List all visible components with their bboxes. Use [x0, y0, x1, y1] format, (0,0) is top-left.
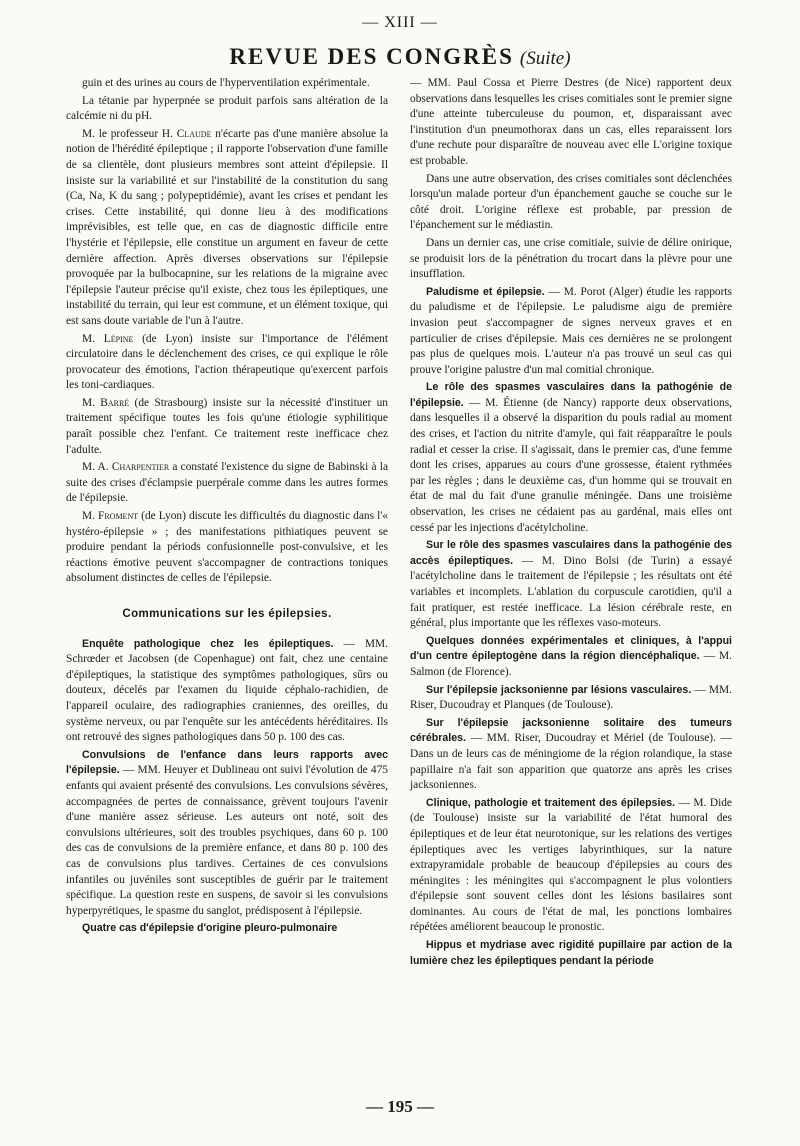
paragraph-title: Le rôle des spasmes vasculaires dans la pathogénie de l'épilepsie.: [410, 381, 732, 409]
paragraph: [410, 172, 732, 234]
paragraph-text: a constaté l'existence du signe de Babinski à la suite des crises d'éclampsie puerpérale comme dans les autres formes de l'épilepsie.: [66, 461, 389, 505]
author-name: Froment: [98, 510, 139, 523]
paragraph-title: Hippus et mydriase avec rigidité pupillaire par action de la lumière chez les épileptiques pendant la période: [410, 939, 732, 967]
paragraph-title: Paludisme et épilepsie.: [426, 285, 545, 298]
paragraph-text: — MM. Paul Cossa et Pierre Destres (de Nice) rapportent deux observations dans lesquelles les crises comitiales sont le premier signe d'une atteinte tuberculeuse du poumon, et, disparaissant avec l'institution d'un pneumothorax dans un cas, elles reparaissent lors d'une rechute pour disparaître de nouveau avec elle L'origine toxique est probable.: [410, 77, 732, 167]
running-header: [0, 44, 800, 70]
paragraph: [410, 938, 732, 969]
paragraph: [66, 637, 388, 746]
paragraph-text: — M. Salmon (de Florence).: [410, 650, 733, 678]
paragraph-text: (de Lyon) insiste sur l'importance de l'élément circulatoire dans le déclenchement des crises, ce qui explique le rôle provocateur des émotions, l'action thérapeutique qu'exercent parfois les toni-cardiaques.: [66, 332, 388, 392]
paragraph: [66, 127, 388, 330]
paragraph-prefix: M.: [82, 332, 104, 345]
paragraph: [66, 76, 388, 92]
paragraph: [410, 285, 732, 379]
paragraph: [66, 509, 388, 587]
left-column: [66, 76, 388, 939]
section-heading: Communications sur les épilepsies.: [122, 608, 332, 620]
right-column: [410, 76, 732, 971]
paragraph: [66, 748, 388, 920]
author-name: Claude: [176, 127, 212, 140]
paragraph-prefix: M.: [82, 510, 98, 523]
paragraph-title: Sur l'épilepsie jacksonienne solitaire des tumeurs cérébrales.: [410, 716, 732, 745]
folio-roman: — XIII —: [362, 14, 438, 31]
paragraph-prefix: M.: [82, 396, 101, 409]
paragraph-title: Sur l'épilepsie jacksonienne par lésions vasculaires.: [426, 683, 692, 696]
paragraph-title: Convulsions de l'enfance dans leurs rapports avec l'épilepsie.: [66, 748, 388, 777]
paragraph-text: — MM. Schrœder et Jacobsen (de Copenhague) ont fait, chez une centaine d'épileptiques, la statistique des symptômes pathologiques, sûrs ou douteux, décelés par l'examen du liquide céphalo-rachidien, de l'appareil oculaire, des radiographies craniennes, des oreilles, du système nerveux, ou par l'enquête sur les antécédents héréditaires. Ils ont retrouvé des signes pathologiques dans 50 p. 100 des cas.: [66, 637, 388, 744]
paragraph: [66, 332, 388, 394]
paragraph: [410, 538, 732, 632]
paragraph: [66, 921, 388, 937]
paragraph-title: Enquête pathologique chez les épileptiques.: [82, 637, 334, 650]
paragraph-text: La tétanie par hyperpnée se produit parfois sans altération de la calcémie ni du pH.: [66, 94, 388, 123]
paragraph-text: Dans un dernier cas, une crise comitiale, suivie de délire onirique, se produisit lors de la pénétration du trocart dans la plèvre pour une insufflation.: [410, 236, 732, 281]
paragraph-title: Quelques données expérimentales et cliniques, à l'appui d'un centre épileptogène dans la région diencéphalique.: [410, 634, 732, 663]
paragraph: [66, 460, 388, 507]
paragraph-text: — M. Porot (Alger) étudie les rapports du paludisme et de l'épilepsie. Le paludisme aigu de première invasion peut s'accompagner de signes nerveux graves et en particulier de crises d'épilepsie. Mais ces dernières ne se prolongent pas plus de quelques mois. L'auteur n'a pas trouvé un seul cas qui prouve l'origine palustre d'un mal comitial chronique.: [410, 285, 732, 376]
paragraph-prefix: M. A.: [82, 461, 112, 474]
paragraph: [66, 396, 388, 458]
paragraph-text: — M. Dino Bolsi (de Turin) a essayé l'acétylcholine dans le traitement de l'épilepsie ; les résultats ont été variables et incomplets. L'ablation du corpuscule carotidien, qu'il a fait pratiquer, est restée inefficace. La lésion cérébrale reste, en général, plus importante que les réflexes vaso-moteurs.: [410, 554, 732, 630]
paragraph-text: — MM. Riser, Ducoudray et Planques (de Toulouse).: [410, 683, 732, 712]
paragraph: [410, 796, 732, 936]
header-title: REVUE DES CONGRÈS: [229, 44, 514, 69]
paragraph-text: — M. Dide (de Toulouse) insiste sur la variabilité de l'état humoral des épileptiques et de leur état neurotonique, sur les relations des vertiges épileptiques avec les vertiges labyrinthiques, sur la nature extrapyramidale probable de beaucoup d'épilepsies au cours des méningites : les méningites qui s'accompagnent le plus volontiers d'épilepsie sont souvent celles dont les lésions basilaires sont dominantes. Au cours de l'état de mal, les ponctions lombaires répétées améliorent beaucoup le pronostic.: [410, 796, 732, 934]
paragraph-text: (de Lyon) discute les difficultés du diagnostic dans l'« hystéro-épilepsie » ; des manifestations pithiatiques peuvent se produire pendant la périods confusionnelle post-convulsive, et les réactions émotive peuvent s'accompagner de contractions toniques absolument distinctes de celles de l'épilepsie.: [66, 510, 388, 585]
paragraph: [410, 716, 732, 794]
paragraph-title: Quatre cas d'épilepsie d'origine pleuro-pulmonaire: [82, 922, 338, 935]
paragraph: [410, 236, 732, 283]
paragraph-text: n'écarte pas d'une manière absolue la notion de l'hérédité épileptique ; il rapporte l'observation d'une famille de sa clientèle, dont plusieurs membres sont atteint d'épilepsie. Il insiste sur la variabilité et sur l'instabilité de la constitution du sang (Ca, Na, K du sang ; polypeptidémie), avant les crises et pendant les crises. Cette instabilité, qui donne lieu à des modifications imprévisibles, est telle que, en cas de diagnostic difficile entre l'hystérie et l'épilepsie, elle constitue un argument en faveur de cette dernière affection. Après diverses observations sur l'épilepsie provoquée par la bulbocapnine, sur les relations de la migraine avec l'épilepsie l'auteur précise qu'il existe, chez tous les épileptiques, une instabilité du terrain, qui leur est commune, et un élément toxique, qui est sans doute variable de l'un à l'autre.: [66, 127, 388, 327]
paragraph-prefix: M. le professeur H.: [82, 127, 177, 140]
paragraph: [410, 683, 732, 714]
paragraph-title: Clinique, pathologie et traitement des épilepsies.: [426, 796, 676, 809]
author-name: Barré: [100, 396, 130, 409]
paragraph: [66, 94, 388, 125]
paragraph: [410, 76, 732, 170]
author-name: Charpentier: [111, 461, 170, 474]
paragraph: [410, 634, 732, 681]
paragraph-text: — M. Étienne (de Nancy) rapporte deux observations, dans lesquelles il a observé la disparition du pouls radial au moment des crises, et l'action du nitrite d'amyle, qui fait réapparaître le pouls radial et cesser la crise. Il s'agissait, dans le premier cas, d'une femme dont les crises, apparues au cours d'une grossesse, étaient rythmées par les règles ; dans le deuxième cas, d'un homme qui se trouvait en état de mal du fait d'une granulie méningée. Dans une troisième observation, les crises ne cédaient pas au gardénal, mais elles ont cessé par les injections d'acétylcholine.: [410, 396, 732, 534]
paragraph-title: Sur le rôle des spasmes vasculaires dans la pathogénie des accès épileptiques.: [410, 539, 732, 567]
paragraph: [410, 380, 732, 536]
paragraph-text: — MM. Heuyer et Dublineau ont suivi l'évolution de 475 enfants qui avaient présenté des convulsions. Les convulsions sévères, accompagnées de pertes de connaissance, grèvent toujours l'avenir d'une manière assez sérieuse. Les auteurs ont noté, soit des convulsions ultérieures, soit des troubles psychiques, dans 60 p. 100 des cas de convulsions de la première enfance, et dans 80 p. 100 des cas de convulsions plus tardives. Certaines de ces convulsions infantiles ou juvéniles sont susceptibles de guérir par le traitement spécifique. La question reste en suspens, de savoir si les convulsions hyperpyrétiques, le spasme du sanglot, prédisposent à l'épilepsie.: [66, 764, 388, 917]
header-suite: (Suite): [519, 48, 571, 69]
paragraph-text: (de Strasbourg) insiste sur la nécessité d'instituer un traitement spécifique toutes les fois qu'une étiologie syphilitique paraît possible chez l'enfant. Ce traitement reste inefficace chez l'adulte.: [66, 396, 389, 456]
paragraph-text: Dans une autre observation, des crises comitiales sont déclenchées lorsqu'un malade porteur d'un épanchement gauche se couche sur le côté droit. L'origine réflexe est probable, par pression de l'épanchement sur le médiastin.: [410, 172, 732, 232]
paragraph-text: guin et des urines au cours de l'hyperventilation expérimentale.: [82, 77, 370, 89]
paragraph-text: — MM. Riser, Ducoudray et Mériel (de Toulouse). — Dans un de leurs cas de méningiome de la région rolandique, la stase papillaire n'a fait son apparition que quatorze ans après les crises jacksoniennes.: [410, 732, 732, 792]
page-number: — 195 —: [366, 1097, 434, 1116]
author-name: Lépine: [103, 332, 134, 345]
